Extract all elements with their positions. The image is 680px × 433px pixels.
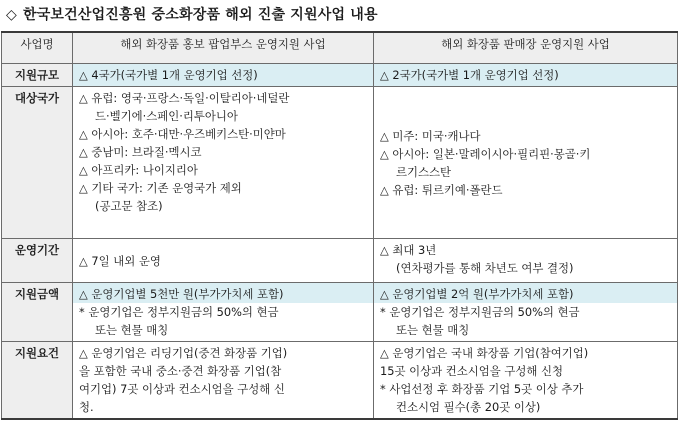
program-table (1, 31, 678, 420)
diamond-icon: ◇ (6, 7, 17, 23)
text-line: 15곳 이상과 컨소시엄을 구성해 신청 (380, 364, 564, 378)
text-line: * 사업선정 후 화장품 기업 5곳 이상 추가 (380, 382, 584, 396)
text-line: 컨소시엄 필수(총 20곳 이상) (396, 400, 541, 414)
header-store-program: 해외 화장품 판매장 운영지원 사업 (374, 32, 678, 64)
cell-amount-popup (73, 283, 374, 342)
text-line: * 운영기업은 정부지원금의 50%의 현금 (380, 305, 580, 319)
cell-countries-popup (73, 87, 374, 239)
header-category: 사업명 (2, 32, 73, 64)
row-amount (2, 283, 678, 342)
row-label-period: 운영기간 (2, 239, 73, 283)
text-line: (연차평가를 통해 차년도 여부 결정) (396, 261, 574, 275)
cell-scale-store (374, 64, 678, 87)
text-line: △ 아시아: 호주·대만·우즈베키스탄·미얀마 (79, 127, 286, 141)
text-line: △ 최대 3년 (380, 243, 437, 257)
cell-requirements-popup (73, 342, 374, 420)
text-line: 드·벨기에·스페인·리투아니아 (95, 109, 238, 123)
text-line: * 운영기업은 정부지원금의 50%의 현금 (79, 305, 279, 319)
text-line: 청. (79, 400, 94, 414)
row-scale (2, 64, 678, 87)
cell-countries-store (374, 87, 678, 239)
row-period (2, 239, 678, 283)
text-line: 또는 현물 매칭 (396, 323, 470, 337)
title-text: 한국보건산업진흥원 중소화장품 해외 진출 지원사업 내용 (22, 7, 378, 23)
row-label-scale: 지원규모 (2, 64, 73, 87)
row-label-countries: 대상국가 (2, 87, 73, 239)
highlighted-line: △ 운영기업별 5천만 원(부가가치세 포함) (73, 283, 373, 303)
text-line: △ 미주: 미국·캐나다 (380, 128, 481, 143)
cell-requirements-store (374, 342, 678, 420)
row-countries (2, 87, 678, 239)
text-line: △ 4국가(국가별 1개 운영기업 선정) (79, 68, 258, 82)
text-line: △ 2국가(국가별 1개 운영기업 선정) (380, 68, 559, 82)
text-line: △ 아프리카: 나이지리아 (79, 163, 198, 177)
row-label-amount: 지원금액 (2, 283, 73, 342)
text-line: 여기업) 7곳 이상과 컨소시엄을 구성해 신 (79, 382, 285, 396)
header-popup-program: 해외 화장품 홍보 팝업부스 운영지원 사업 (73, 32, 374, 64)
text-line: (공고문 참조) (95, 199, 163, 213)
cell-period-popup (73, 239, 374, 283)
cell-scale-popup (73, 64, 374, 87)
text-line: △ 운영기업은 리딩기업(중견 화장품 기업) (79, 346, 288, 360)
header-row (2, 32, 678, 64)
cell-period-store (374, 239, 678, 283)
row-requirements (2, 342, 678, 420)
text-line: △ 기타 국가: 기존 운영국가 제외 (79, 181, 242, 195)
text-line: 또는 현물 매칭 (95, 323, 169, 337)
text-line: △ 유럽: 튀르키예·폴란드 (380, 182, 503, 197)
text-line: △ 중남미: 브라질·멕시코 (79, 145, 202, 159)
text-line: △ 아시아: 일본·말레이시아·필리핀·몽골·키 (380, 146, 591, 161)
text-line: △ 운영기업은 국내 화장품 기업(참여기업) (380, 346, 589, 360)
row-label-requirements: 지원요건 (2, 342, 73, 420)
text-line: 르기스스탄 (396, 164, 452, 179)
document-title (6, 4, 378, 24)
text-line: 을 포함한 국내 중소·중견 화장품 기업(참 (79, 364, 282, 378)
cell-amount-store (374, 283, 678, 342)
highlighted-line: △ 운영기업별 2억 원(부가가치세 포함) (374, 283, 677, 303)
text-line: △ 7일 내외 운영 (79, 253, 161, 268)
text-line: △ 유럽: 영국·프랑스·독일·이탈리아·네덜란 (79, 91, 290, 105)
